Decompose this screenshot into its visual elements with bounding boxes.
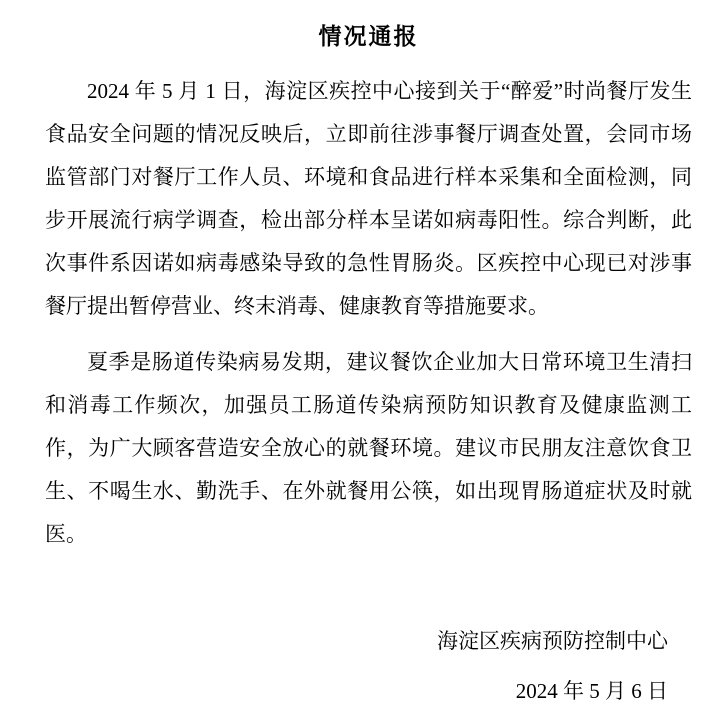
signature-block [45,620,692,713]
signature-date: 2024 年 5 月 6 日 [515,679,668,703]
signature-organization: 海淀区疾病预防控制中心 [437,629,668,653]
document-title: 情况通报 [318,24,419,49]
paragraph-health-advice: 夏季是肠道传染病易发期，建议餐饮企业加大日常环境卫生清扫和消毒工作频次，加强员工肠道传染病预防知识教育及健康监测工作，为广大顾客营造安全放心的就餐环境。建议市民朋友注意饮食卫生、不喝生水、勤洗手、在外就餐用公筷，如出现胃肠道症状及时就医。 [45,350,692,546]
paragraph-incident-report: 2024 年 5 月 1 日，海淀区疾控中心接到关于“醉爱”时尚餐厅发生食品安全问题的情况反映后，立即前往涉事餐厅调查处置，会同市场监管部门对餐厅工作人员、环境和食品进行样本采集和全面检测，同步开展流行病学调查，检出部分样本呈诺如病毒阳性。综合判断，此次事件系因诺如病毒感染导致的急性胃肠炎。区疾控中心现已对涉事餐厅提出暂停营业、终末消毒、健康教育等措施要求。 [45,79,692,318]
